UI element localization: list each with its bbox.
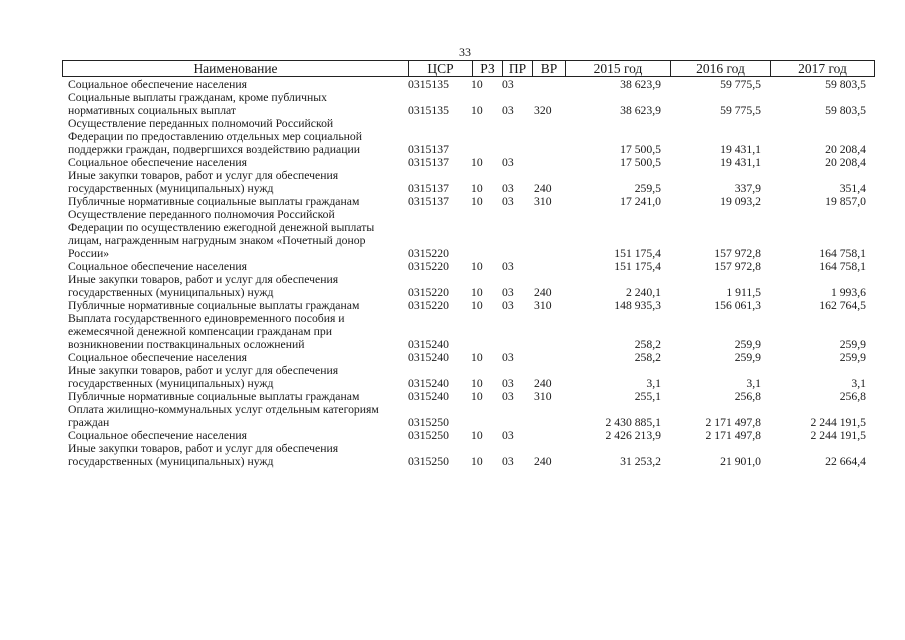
- row-pr: 03: [502, 104, 514, 117]
- row-y3: 164 758,1: [819, 260, 866, 273]
- row-rz: 10: [471, 429, 483, 442]
- row-y2: 256,8: [734, 390, 761, 403]
- row-y2: 21 901,0: [720, 455, 761, 468]
- row-pr: 03: [502, 390, 514, 403]
- row-y3: 59 803,5: [825, 78, 866, 91]
- row-vr: 240: [534, 286, 552, 299]
- row-y1: 2 430 885,1: [605, 416, 661, 429]
- row-code: 0315220: [408, 299, 449, 312]
- row-rz: 10: [471, 455, 483, 468]
- row-name: Социальные выплаты гражданам, кроме публичных нормативных социальных выплат: [68, 91, 327, 117]
- row-y1: 31 253,2: [620, 455, 661, 468]
- row-name: Публичные нормативные социальные выплаты гражданам: [68, 390, 360, 403]
- table-row: [68, 390, 878, 403]
- row-y1: 17 500,5: [620, 156, 661, 169]
- row-y2: 157 972,8: [714, 247, 761, 260]
- row-vr: 310: [534, 390, 552, 403]
- row-code: 0315137: [408, 195, 449, 208]
- table-row: [68, 208, 878, 260]
- row-vr: 240: [534, 455, 552, 468]
- row-name: Публичные нормативные социальные выплаты гражданам: [68, 195, 360, 208]
- row-y2: 259,9: [734, 351, 761, 364]
- row-y2: 1 911,5: [726, 286, 761, 299]
- row-y2: 259,9: [734, 338, 761, 351]
- row-code: 0315240: [408, 351, 449, 364]
- row-code: 0315137: [408, 143, 449, 156]
- row-name: Иные закупки товаров, работ и услуг для обеспечения государственных (муниципальных) нужд: [68, 273, 339, 299]
- table-row: [68, 273, 878, 299]
- table-row: [68, 91, 878, 117]
- row-y1: 255,1: [634, 390, 661, 403]
- row-code: 0315135: [408, 104, 449, 117]
- row-y3: 19 857,0: [825, 195, 866, 208]
- table-row: [68, 78, 878, 91]
- row-y2: 156 061,3: [714, 299, 761, 312]
- row-rz: 10: [471, 390, 483, 403]
- row-y3: 259,9: [839, 351, 866, 364]
- row-code: 0315240: [408, 377, 449, 390]
- row-vr: 240: [534, 377, 552, 390]
- row-rz: 10: [471, 351, 483, 364]
- table-row: [68, 364, 878, 390]
- header-csr: ЦСР: [408, 61, 472, 76]
- row-y1: 258,2: [634, 338, 661, 351]
- row-pr: 03: [502, 260, 514, 273]
- table-row: [68, 156, 878, 169]
- row-y2: 59 775,5: [720, 78, 761, 91]
- row-vr: 240: [534, 182, 552, 195]
- row-y1: 2 240,1: [625, 286, 661, 299]
- row-pr: 03: [502, 182, 514, 195]
- table-row: [68, 442, 878, 468]
- table-body: [68, 78, 878, 468]
- row-y1: 151 175,4: [614, 260, 661, 273]
- row-code: 0315250: [408, 416, 449, 429]
- row-y1: 151 175,4: [614, 247, 661, 260]
- row-y2: 3,1: [746, 377, 761, 390]
- row-vr: 310: [534, 299, 552, 312]
- row-vr: 310: [534, 195, 552, 208]
- row-y3: 162 764,5: [819, 299, 866, 312]
- table-row: [68, 351, 878, 364]
- row-y1: 258,2: [634, 351, 661, 364]
- table-row: [68, 299, 878, 312]
- row-name: Оплата жилищно-коммунальных услуг отдельным категориям граждан: [68, 403, 379, 429]
- row-pr: 03: [502, 286, 514, 299]
- row-y2: 59 775,5: [720, 104, 761, 117]
- row-rz: 10: [471, 182, 483, 195]
- row-y1: 259,5: [634, 182, 661, 195]
- row-pr: 03: [502, 429, 514, 442]
- row-code: 0315250: [408, 429, 449, 442]
- row-name: Социальное обеспечение населения: [68, 156, 247, 169]
- row-rz: 10: [471, 286, 483, 299]
- row-rz: 10: [471, 299, 483, 312]
- row-y2: 19 093,2: [720, 195, 761, 208]
- row-y3: 2 244 191,5: [810, 429, 866, 442]
- row-name: Социальное обеспечение населения: [68, 78, 247, 91]
- header-pr: ПР: [502, 61, 532, 76]
- row-rz: 10: [471, 78, 483, 91]
- row-pr: 03: [502, 78, 514, 91]
- row-y1: 17 241,0: [620, 195, 661, 208]
- row-y3: 20 208,4: [825, 143, 866, 156]
- row-y3: 256,8: [839, 390, 866, 403]
- row-pr: 03: [502, 377, 514, 390]
- row-y3: 22 664,4: [825, 455, 866, 468]
- row-name: Социальное обеспечение населения: [68, 351, 247, 364]
- row-rz: 10: [471, 104, 483, 117]
- row-name: Осуществление переданных полномочий Российской Федерации по предоставлению отдельных мер социальной поддержки граждан, подвергшихся воздействию радиации: [68, 117, 363, 156]
- row-y3: 164 758,1: [819, 247, 866, 260]
- row-code: 0315137: [408, 182, 449, 195]
- row-pr: 03: [502, 156, 514, 169]
- table-row: [68, 169, 878, 195]
- row-rz: 10: [471, 260, 483, 273]
- row-name: Публичные нормативные социальные выплаты гражданам: [68, 299, 360, 312]
- row-name: Иные закупки товаров, работ и услуг для обеспечения государственных (муниципальных) нужд: [68, 169, 339, 195]
- row-y3: 2 244 191,5: [810, 416, 866, 429]
- row-y3: 3,1: [851, 377, 866, 390]
- table-row: [68, 195, 878, 208]
- row-rz: 10: [471, 377, 483, 390]
- row-pr: 03: [502, 299, 514, 312]
- header-2015: 2015 год: [565, 61, 670, 76]
- row-code: 0315220: [408, 247, 449, 260]
- row-y3: 351,4: [839, 182, 866, 195]
- row-y2: 157 972,8: [714, 260, 761, 273]
- row-y3: 1 993,6: [830, 286, 866, 299]
- header-2016: 2016 год: [670, 61, 770, 76]
- row-name: Осуществление переданного полномочия Российской Федерации по осуществлению ежегодной денежной выплаты лицам, награжденным нагрудным знаком «Почетный донор России»: [68, 208, 375, 260]
- row-y1: 2 426 213,9: [605, 429, 661, 442]
- row-y2: 337,9: [734, 182, 761, 195]
- row-code: 0315240: [408, 390, 449, 403]
- row-code: 0315220: [408, 286, 449, 299]
- row-y2: 19 431,1: [720, 143, 761, 156]
- row-vr: 320: [534, 104, 552, 117]
- row-y1: 148 935,3: [614, 299, 661, 312]
- row-y1: 38 623,9: [620, 104, 661, 117]
- row-rz: 10: [471, 195, 483, 208]
- row-pr: 03: [502, 351, 514, 364]
- row-y3: 259,9: [839, 338, 866, 351]
- row-y1: 3,1: [646, 377, 661, 390]
- table-row: [68, 260, 878, 273]
- header-name: Наименование: [193, 61, 278, 76]
- row-code: 0315135: [408, 78, 449, 91]
- table-header: [62, 60, 875, 77]
- row-name: Иные закупки товаров, работ и услуг для обеспечения государственных (муниципальных) нужд: [68, 364, 339, 390]
- row-name: Социальное обеспечение населения: [68, 260, 247, 273]
- table-row: [68, 429, 878, 442]
- row-name: Иные закупки товаров, работ и услуг для обеспечения государственных (муниципальных) нужд: [68, 442, 339, 468]
- table-row: [68, 117, 878, 156]
- row-y3: 20 208,4: [825, 156, 866, 169]
- row-name: Выплата государственного единовременного пособия и ежемесячной денежной компенсации гражданам при возникновении поствакцинальных осложнений: [68, 312, 345, 351]
- row-pr: 03: [502, 195, 514, 208]
- row-y1: 17 500,5: [620, 143, 661, 156]
- row-pr: 03: [502, 455, 514, 468]
- table-row: [68, 403, 878, 429]
- page-number: 33: [459, 45, 471, 59]
- row-y2: 19 431,1: [720, 156, 761, 169]
- row-name: Социальное обеспечение населения: [68, 429, 247, 442]
- row-code: 0315137: [408, 156, 449, 169]
- header-vr: ВР: [532, 61, 565, 76]
- row-code: 0315250: [408, 455, 449, 468]
- row-rz: 10: [471, 156, 483, 169]
- row-y1: 38 623,9: [620, 78, 661, 91]
- header-rz: РЗ: [472, 61, 502, 76]
- row-code: 0315220: [408, 260, 449, 273]
- header-2017: 2017 год: [770, 61, 874, 76]
- row-code: 0315240: [408, 338, 449, 351]
- row-y2: 2 171 497,8: [705, 429, 761, 442]
- row-y2: 2 171 497,8: [705, 416, 761, 429]
- row-y3: 59 803,5: [825, 104, 866, 117]
- table-row: [68, 312, 878, 351]
